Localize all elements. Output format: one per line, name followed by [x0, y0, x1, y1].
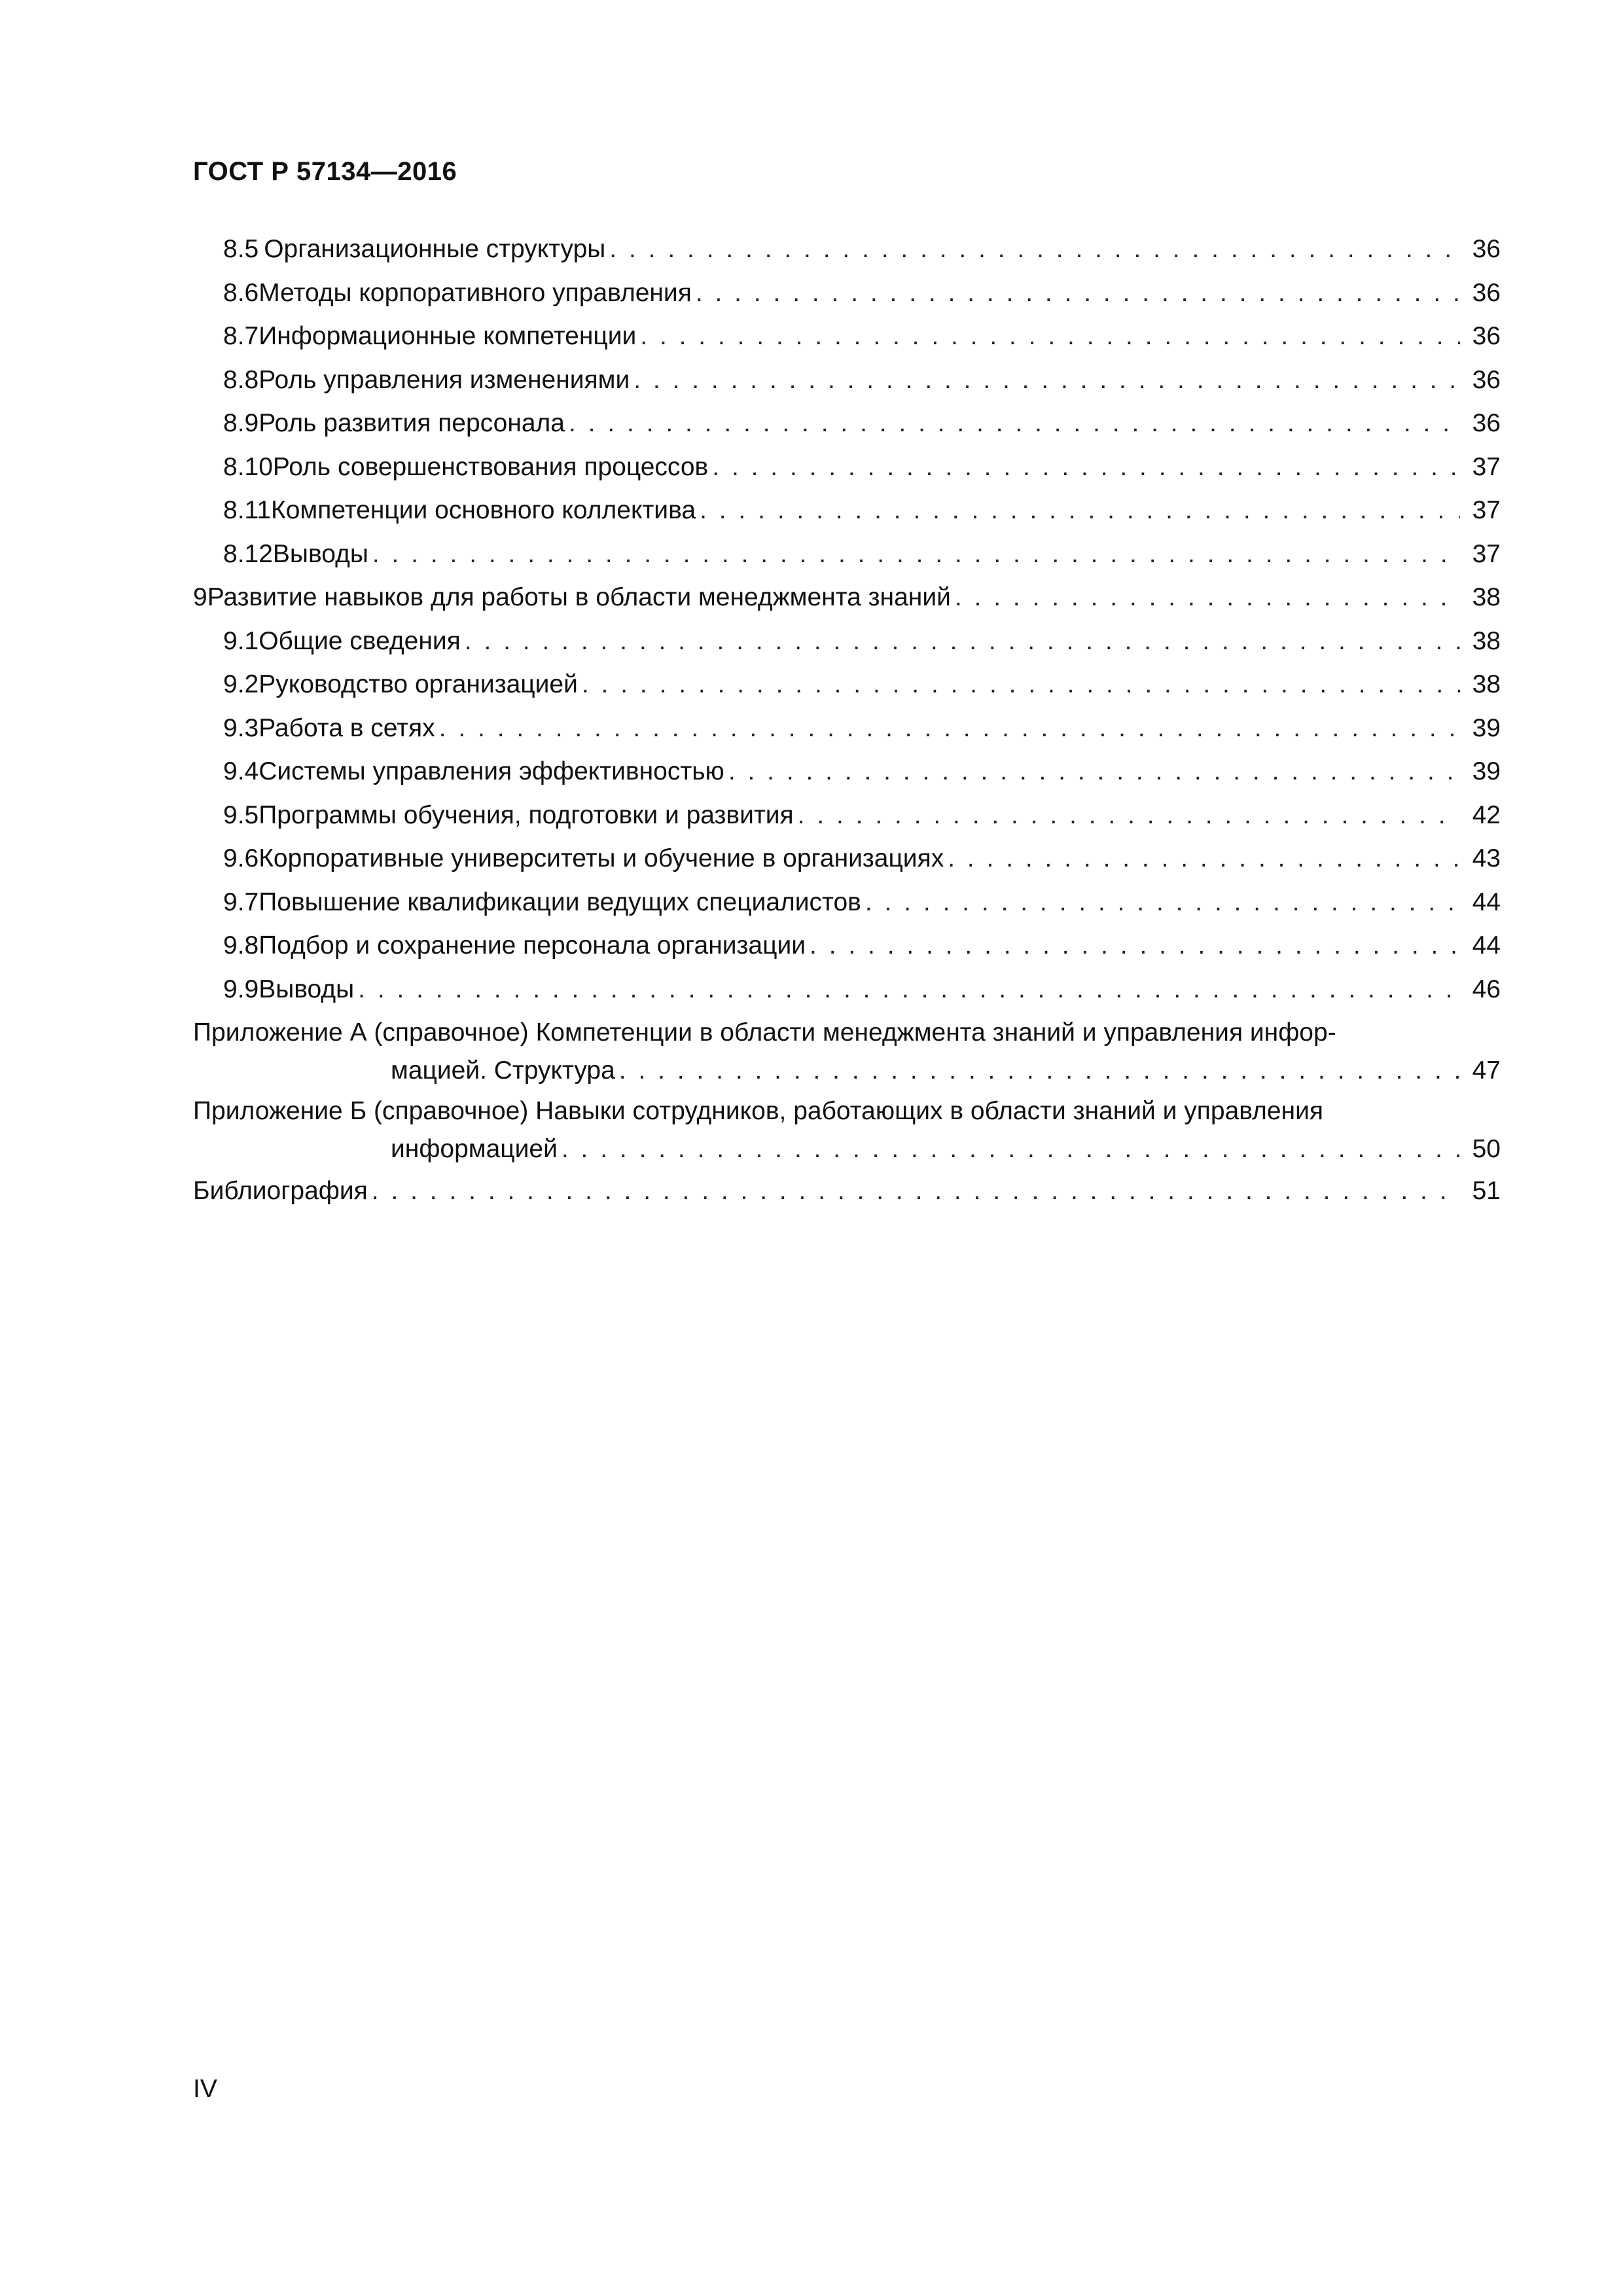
toc-entry-page: 36 [1472, 409, 1501, 437]
toc-entry-number: 8.7 [223, 322, 259, 350]
toc-entry[interactable] [193, 620, 1501, 664]
toc-entry-title: Развитие навыков для работы в области менеджмента знаний [207, 583, 951, 611]
toc-entry[interactable] [193, 663, 1501, 707]
toc-leader-dots [562, 1130, 1460, 1168]
toc-entry-number: 8.8 [223, 365, 259, 394]
toc-entry-number: 8.9 [223, 409, 259, 437]
toc-entry-title: Руководство организацией [259, 670, 578, 698]
toc-leader-dots [696, 272, 1460, 315]
toc-entry-title: Информационные компетенции [259, 322, 637, 350]
toc-entry-page: 38 [1472, 626, 1501, 655]
toc-entry-number: 9 [193, 583, 207, 611]
toc-entry[interactable] [193, 359, 1501, 403]
toc-entry-page: 39 [1472, 757, 1501, 785]
toc-entry-page: 37 [1472, 539, 1501, 568]
toc-entry-number: 8.12 [223, 539, 273, 568]
toc-leader-dots [712, 446, 1460, 490]
standard-header: ГОСТ Р 57134—2016 [193, 157, 457, 186]
toc-entry-number: 8.5 [223, 235, 259, 263]
toc-entry-page: 36 [1472, 365, 1501, 394]
toc-appendix-title-line2: мацией. Структура [391, 1056, 615, 1085]
toc-entry[interactable] [193, 533, 1501, 577]
toc-entry-title: Программы обучения, подготовки и развития [259, 800, 794, 829]
toc-entry-number: 8.6 [223, 278, 259, 307]
toc-leader-dots [619, 1052, 1460, 1090]
toc-leader-dots [798, 794, 1460, 838]
toc-entry-number: 9.3 [223, 713, 259, 742]
toc-entry-number: 9.7 [223, 888, 259, 916]
toc-entry-page: 42 [1472, 800, 1501, 829]
toc-entry[interactable] [193, 402, 1501, 446]
toc-leader-dots [810, 924, 1460, 968]
toc-section[interactable] [193, 576, 1501, 620]
toc-entry-page: 37 [1472, 452, 1501, 481]
toc-entry[interactable] [193, 707, 1501, 751]
toc-appendix-b[interactable] [193, 1092, 1501, 1168]
toc-entry-number: 9.6 [223, 844, 259, 872]
toc-entry-page: 43 [1472, 844, 1501, 872]
toc-entry-page: 37 [1472, 496, 1501, 524]
toc-entry[interactable] [193, 272, 1501, 315]
toc-entry-title: Выводы [272, 539, 368, 568]
toc-entry-title: Роль развития персонала [259, 409, 565, 437]
toc-entry[interactable] [193, 315, 1501, 359]
table-of-contents [193, 228, 1501, 1213]
toc-entry-number: 8.10 [223, 452, 273, 481]
toc-leader-dots [372, 533, 1460, 577]
toc-entry-page: 46 [1472, 975, 1501, 1003]
toc-leader-dots [865, 881, 1460, 925]
toc-entry[interactable] [193, 489, 1501, 533]
toc-entry-title: Организационные структуры [264, 235, 606, 263]
toc-leader-dots [955, 576, 1460, 620]
toc-entry-number: 9.1 [223, 626, 259, 655]
toc-entry-title: Подбор и сохранение персонала организации [259, 931, 806, 960]
toc-entry-page: 36 [1472, 235, 1501, 263]
toc-leader-dots [948, 837, 1460, 881]
toc-leader-dots [640, 315, 1460, 359]
toc-bibliography[interactable] [193, 1170, 1501, 1213]
toc-entry[interactable] [193, 924, 1501, 968]
toc-leader-dots [439, 707, 1460, 751]
toc-entry-page: 50 [1472, 1135, 1501, 1163]
toc-entry-title: Выводы [259, 975, 355, 1003]
toc-entry-title: Повышение квалификации ведущих специалистов [259, 888, 861, 916]
toc-leader-dots [700, 489, 1460, 533]
toc-entry-page: 51 [1472, 1177, 1501, 1205]
toc-entry-title: Роль совершенствования процессов [272, 452, 709, 481]
toc-entry-page: 38 [1472, 670, 1501, 698]
toc-entry[interactable] [193, 794, 1501, 838]
toc-leader-dots [609, 228, 1460, 272]
toc-entry-number: 9.5 [223, 800, 259, 829]
toc-leader-dots [372, 1170, 1460, 1213]
toc-entry-page: 36 [1472, 322, 1501, 350]
toc-entry-title: Методы корпоративного управления [259, 278, 692, 307]
toc-entry-page: 38 [1472, 583, 1501, 611]
toc-entry-title: Роль управления изменениями [259, 365, 630, 394]
toc-leader-dots [358, 968, 1460, 1012]
toc-entry-page: 39 [1472, 713, 1501, 742]
toc-entry-number: 9.9 [223, 975, 259, 1003]
toc-entry-number: 9.8 [223, 931, 259, 960]
toc-entry-title: Общие сведения [259, 626, 461, 655]
toc-entry[interactable] [193, 837, 1501, 881]
toc-appendix-title-line2: информацией [391, 1135, 558, 1163]
toc-entry-number: 8.11 [223, 496, 272, 524]
page-number-footer: IV [193, 2075, 217, 2103]
toc-entry-title: Корпоративные университеты и обучение в организациях [259, 844, 944, 872]
toc-appendix-a[interactable] [193, 1014, 1501, 1090]
toc-entry-title: Работа в сетях [259, 713, 435, 742]
toc-entry-number: 9.2 [223, 670, 259, 698]
toc-entry-title: Библиография [193, 1177, 368, 1205]
toc-entry-page: 44 [1472, 888, 1501, 916]
toc-leader-dots [728, 750, 1460, 794]
toc-leader-dots [569, 402, 1460, 446]
toc-entry-page: 44 [1472, 931, 1501, 960]
toc-entry-title: Компетенции основного коллектива [271, 496, 696, 524]
toc-entry[interactable] [193, 750, 1501, 794]
toc-appendix-title-line1: Приложение Б (справочное) Навыки сотрудников, работающих в области знаний и управления [193, 1097, 1323, 1125]
toc-entry[interactable] [193, 881, 1501, 925]
toc-entry[interactable] [193, 446, 1501, 490]
toc-leader-dots [633, 359, 1460, 403]
toc-entry-page: 36 [1472, 278, 1501, 307]
toc-entry-title: Системы управления эффективностью [259, 757, 724, 785]
toc-leader-dots [582, 663, 1460, 707]
toc-entry-page: 47 [1472, 1056, 1501, 1085]
toc-leader-dots [465, 620, 1460, 664]
toc-appendix-title-line1: Приложение А (справочное) Компетенции в области менеджмента знаний и управления инфор- [193, 1018, 1336, 1047]
toc-entry-number: 9.4 [223, 757, 259, 785]
toc-entry[interactable] [193, 968, 1501, 1012]
toc-entry[interactable] [193, 228, 1501, 272]
